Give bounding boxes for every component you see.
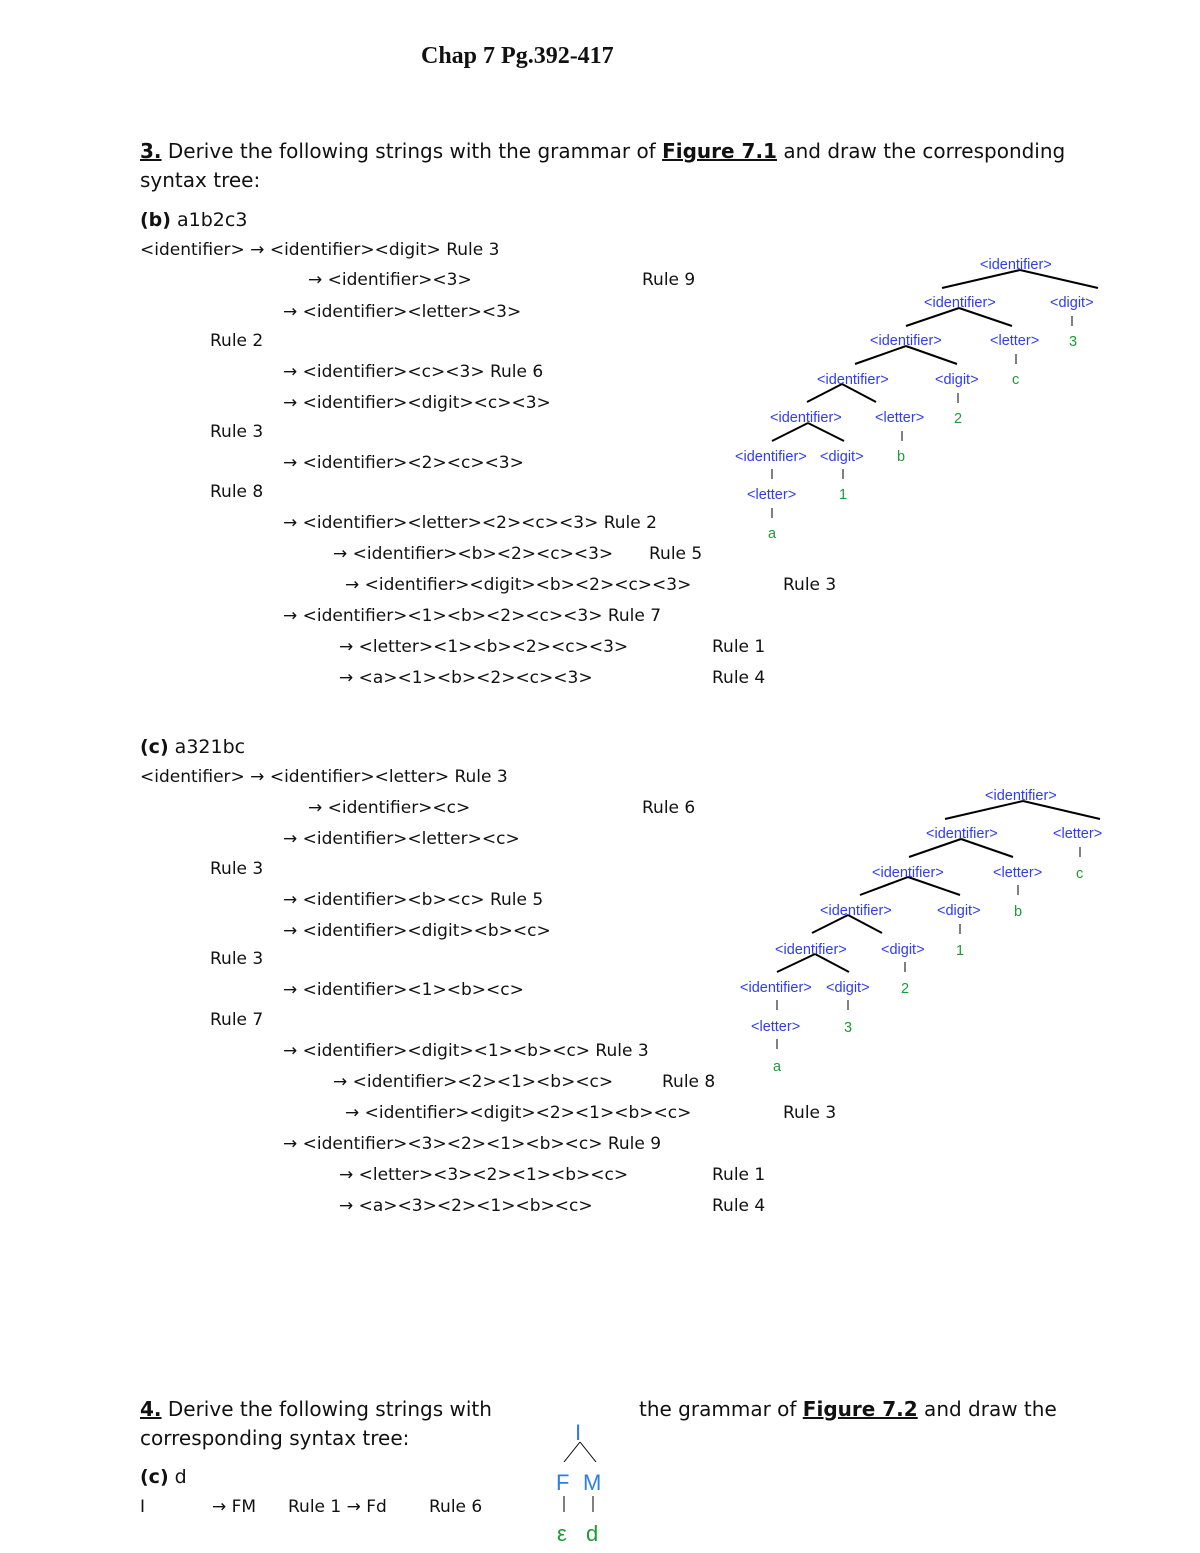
syntax-tree-b bbox=[720, 250, 1120, 550]
question-3-text-end: and draw the corresponding bbox=[776, 139, 1066, 163]
rule-label: Rule 3 bbox=[210, 859, 264, 879]
rule-label: Rule 7 bbox=[210, 1010, 264, 1030]
syntax-tree-c bbox=[720, 781, 1120, 1081]
derivation-step: <identifier> → <identifier><letter> Rule 3 bbox=[140, 767, 508, 787]
derivation-step: I bbox=[140, 1497, 146, 1517]
tree-node: <digit> bbox=[937, 903, 981, 919]
derivation-step: → <identifier><3><2><1><b><c> Rule 9 bbox=[283, 1134, 662, 1154]
tree-leaf: 2 bbox=[901, 981, 910, 997]
part-b-heading: (b) a1b2c3 bbox=[140, 209, 248, 231]
figure-7-1-link[interactable]: Figure 7.1 bbox=[662, 139, 777, 163]
tree-node: <identifier> bbox=[740, 980, 812, 996]
tree-node: I bbox=[575, 1420, 582, 1445]
tree-leaf: a bbox=[773, 1059, 782, 1075]
tree-node: <identifier> bbox=[924, 295, 996, 311]
tree-node: <identifier> bbox=[926, 826, 998, 842]
derivation-step: → <identifier><c><3> Rule 6 bbox=[283, 362, 544, 382]
tree-node: <identifier> bbox=[870, 333, 942, 349]
derivation-step: → <identifier><b><2><c><3> bbox=[333, 544, 614, 564]
rule-label: Rule 3 bbox=[210, 422, 264, 442]
tree-node: F bbox=[556, 1470, 570, 1495]
question-4-text: Derive the following strings with bbox=[161, 1397, 492, 1421]
part-c-heading: (c) a321bc bbox=[140, 736, 246, 758]
tree-node: <identifier> bbox=[980, 257, 1052, 273]
derivation-step: → <identifier><c> bbox=[308, 798, 471, 818]
derivation-step: → <identifier><1><b><c> bbox=[283, 980, 524, 1000]
rule-label: Rule 6 bbox=[642, 798, 696, 818]
derivation-step: → <a><1><b><2><c><3> bbox=[339, 668, 593, 688]
derivation-step: → <letter><1><b><2><c><3> bbox=[339, 637, 629, 657]
rule-label: Rule 4 bbox=[712, 1196, 766, 1216]
rule-label: Rule 3 bbox=[783, 575, 837, 595]
rule-label: Rule 3 bbox=[210, 949, 264, 969]
tree-node: <identifier> bbox=[985, 788, 1057, 804]
tree-leaf: c bbox=[1012, 372, 1020, 388]
question-3-heading bbox=[140, 141, 1065, 161]
derivation-step: → FM bbox=[212, 1497, 257, 1517]
rule-label: Rule 9 bbox=[642, 270, 696, 290]
tree-leaf: d bbox=[586, 1521, 599, 1546]
tree-leaf: 2 bbox=[954, 411, 963, 427]
question-3-number: 3. bbox=[140, 139, 162, 163]
tree-leaf: b bbox=[1014, 904, 1023, 920]
tree-node: <letter> bbox=[990, 333, 1040, 349]
tree-node: <digit> bbox=[881, 942, 925, 958]
tree-node: <digit> bbox=[826, 980, 870, 996]
tree-node: <identifier> bbox=[817, 372, 889, 388]
tree-leaf: a bbox=[768, 526, 777, 542]
tree-node: <letter> bbox=[1053, 826, 1103, 842]
tree-leaf: ε bbox=[557, 1521, 567, 1546]
rule-label: Rule 5 bbox=[649, 544, 703, 564]
derivation-step: → <identifier><digit><c><3> bbox=[283, 393, 551, 413]
derivation-step: → <identifier><2><1><b><c> bbox=[333, 1072, 614, 1092]
question-4-heading bbox=[140, 1399, 492, 1419]
tree-leaf: 3 bbox=[844, 1020, 853, 1036]
derivation-step: → <identifier><3> bbox=[308, 270, 472, 290]
tree-node: <letter> bbox=[751, 1019, 801, 1035]
tree-node: <digit> bbox=[935, 372, 979, 388]
tree-node: <letter> bbox=[747, 487, 797, 503]
rule-label: Rule 3 bbox=[783, 1103, 837, 1123]
rule-label: Rule 8 bbox=[662, 1072, 716, 1092]
derivation-step: → <identifier><b><c> Rule 5 bbox=[283, 890, 544, 910]
tree-node: <letter> bbox=[993, 865, 1043, 881]
tree-node: <identifier> bbox=[735, 449, 807, 465]
derivation-step: → <identifier><digit><b><c> bbox=[283, 921, 551, 941]
derivation-step: → <identifier><letter><3> bbox=[283, 302, 522, 322]
derivation-step: → <identifier><digit><2><1><b><c> bbox=[345, 1103, 692, 1123]
tree-leaf: b bbox=[897, 449, 906, 465]
tree-leaf: 3 bbox=[1069, 334, 1078, 350]
derivation-step: → <identifier><letter><2><c><3> Rule 2 bbox=[283, 513, 657, 533]
figure-7-2-link[interactable]: Figure 7.2 bbox=[802, 1397, 918, 1421]
derivation-step: → <identifier><letter><c> bbox=[283, 829, 520, 849]
tree-leaf: 1 bbox=[956, 943, 965, 959]
rule-label: Rule 2 bbox=[210, 331, 264, 351]
rule-label: Rule 8 bbox=[210, 482, 264, 502]
page-title: Chap 7 Pg.392-417 bbox=[421, 43, 614, 69]
part-c4-heading: (c) d bbox=[140, 1466, 187, 1488]
tree-node: <identifier> bbox=[775, 942, 847, 958]
tree-node: M bbox=[583, 1470, 602, 1495]
tree-node: <digit> bbox=[1050, 295, 1094, 311]
tree-node: <digit> bbox=[820, 449, 864, 465]
derivation-step: Rule 1 → Fd bbox=[288, 1497, 387, 1517]
syntax-tree-4c bbox=[540, 1420, 620, 1550]
derivation-step: → <identifier><2><c><3> bbox=[283, 453, 524, 473]
question-3-text: Derive the following strings with the grammar of bbox=[161, 139, 663, 163]
question-4-continuation: the grammar of Figure 7.2 and draw the bbox=[639, 1397, 1057, 1421]
question-4-number: 4. bbox=[140, 1397, 162, 1421]
question-3-line2: syntax tree: bbox=[140, 168, 261, 192]
tree-node: <identifier> bbox=[872, 865, 944, 881]
derivation-step: → <identifier><digit><b><2><c><3> bbox=[345, 575, 692, 595]
rule-label: Rule 6 bbox=[429, 1497, 483, 1517]
derivation-step: → <letter><3><2><1><b><c> bbox=[339, 1165, 629, 1185]
tree-node: <letter> bbox=[875, 410, 925, 426]
tree-leaf: 1 bbox=[839, 487, 848, 503]
derivation-step: <identifier> → <identifier><digit> Rule 3 bbox=[140, 240, 500, 260]
rule-label: Rule 4 bbox=[712, 668, 766, 688]
rule-label: Rule 1 bbox=[712, 1165, 766, 1185]
question-4-line2: corresponding syntax tree: bbox=[140, 1426, 410, 1450]
tree-node: <identifier> bbox=[770, 410, 842, 426]
derivation-step: → <identifier><1><b><2><c><3> Rule 7 bbox=[283, 606, 662, 626]
rule-label: Rule 1 bbox=[712, 637, 766, 657]
derivation-step: → <a><3><2><1><b><c> bbox=[339, 1196, 593, 1216]
tree-node: <identifier> bbox=[820, 903, 892, 919]
derivation-step: → <identifier><digit><1><b><c> Rule 3 bbox=[283, 1041, 649, 1061]
tree-leaf: c bbox=[1076, 866, 1084, 882]
